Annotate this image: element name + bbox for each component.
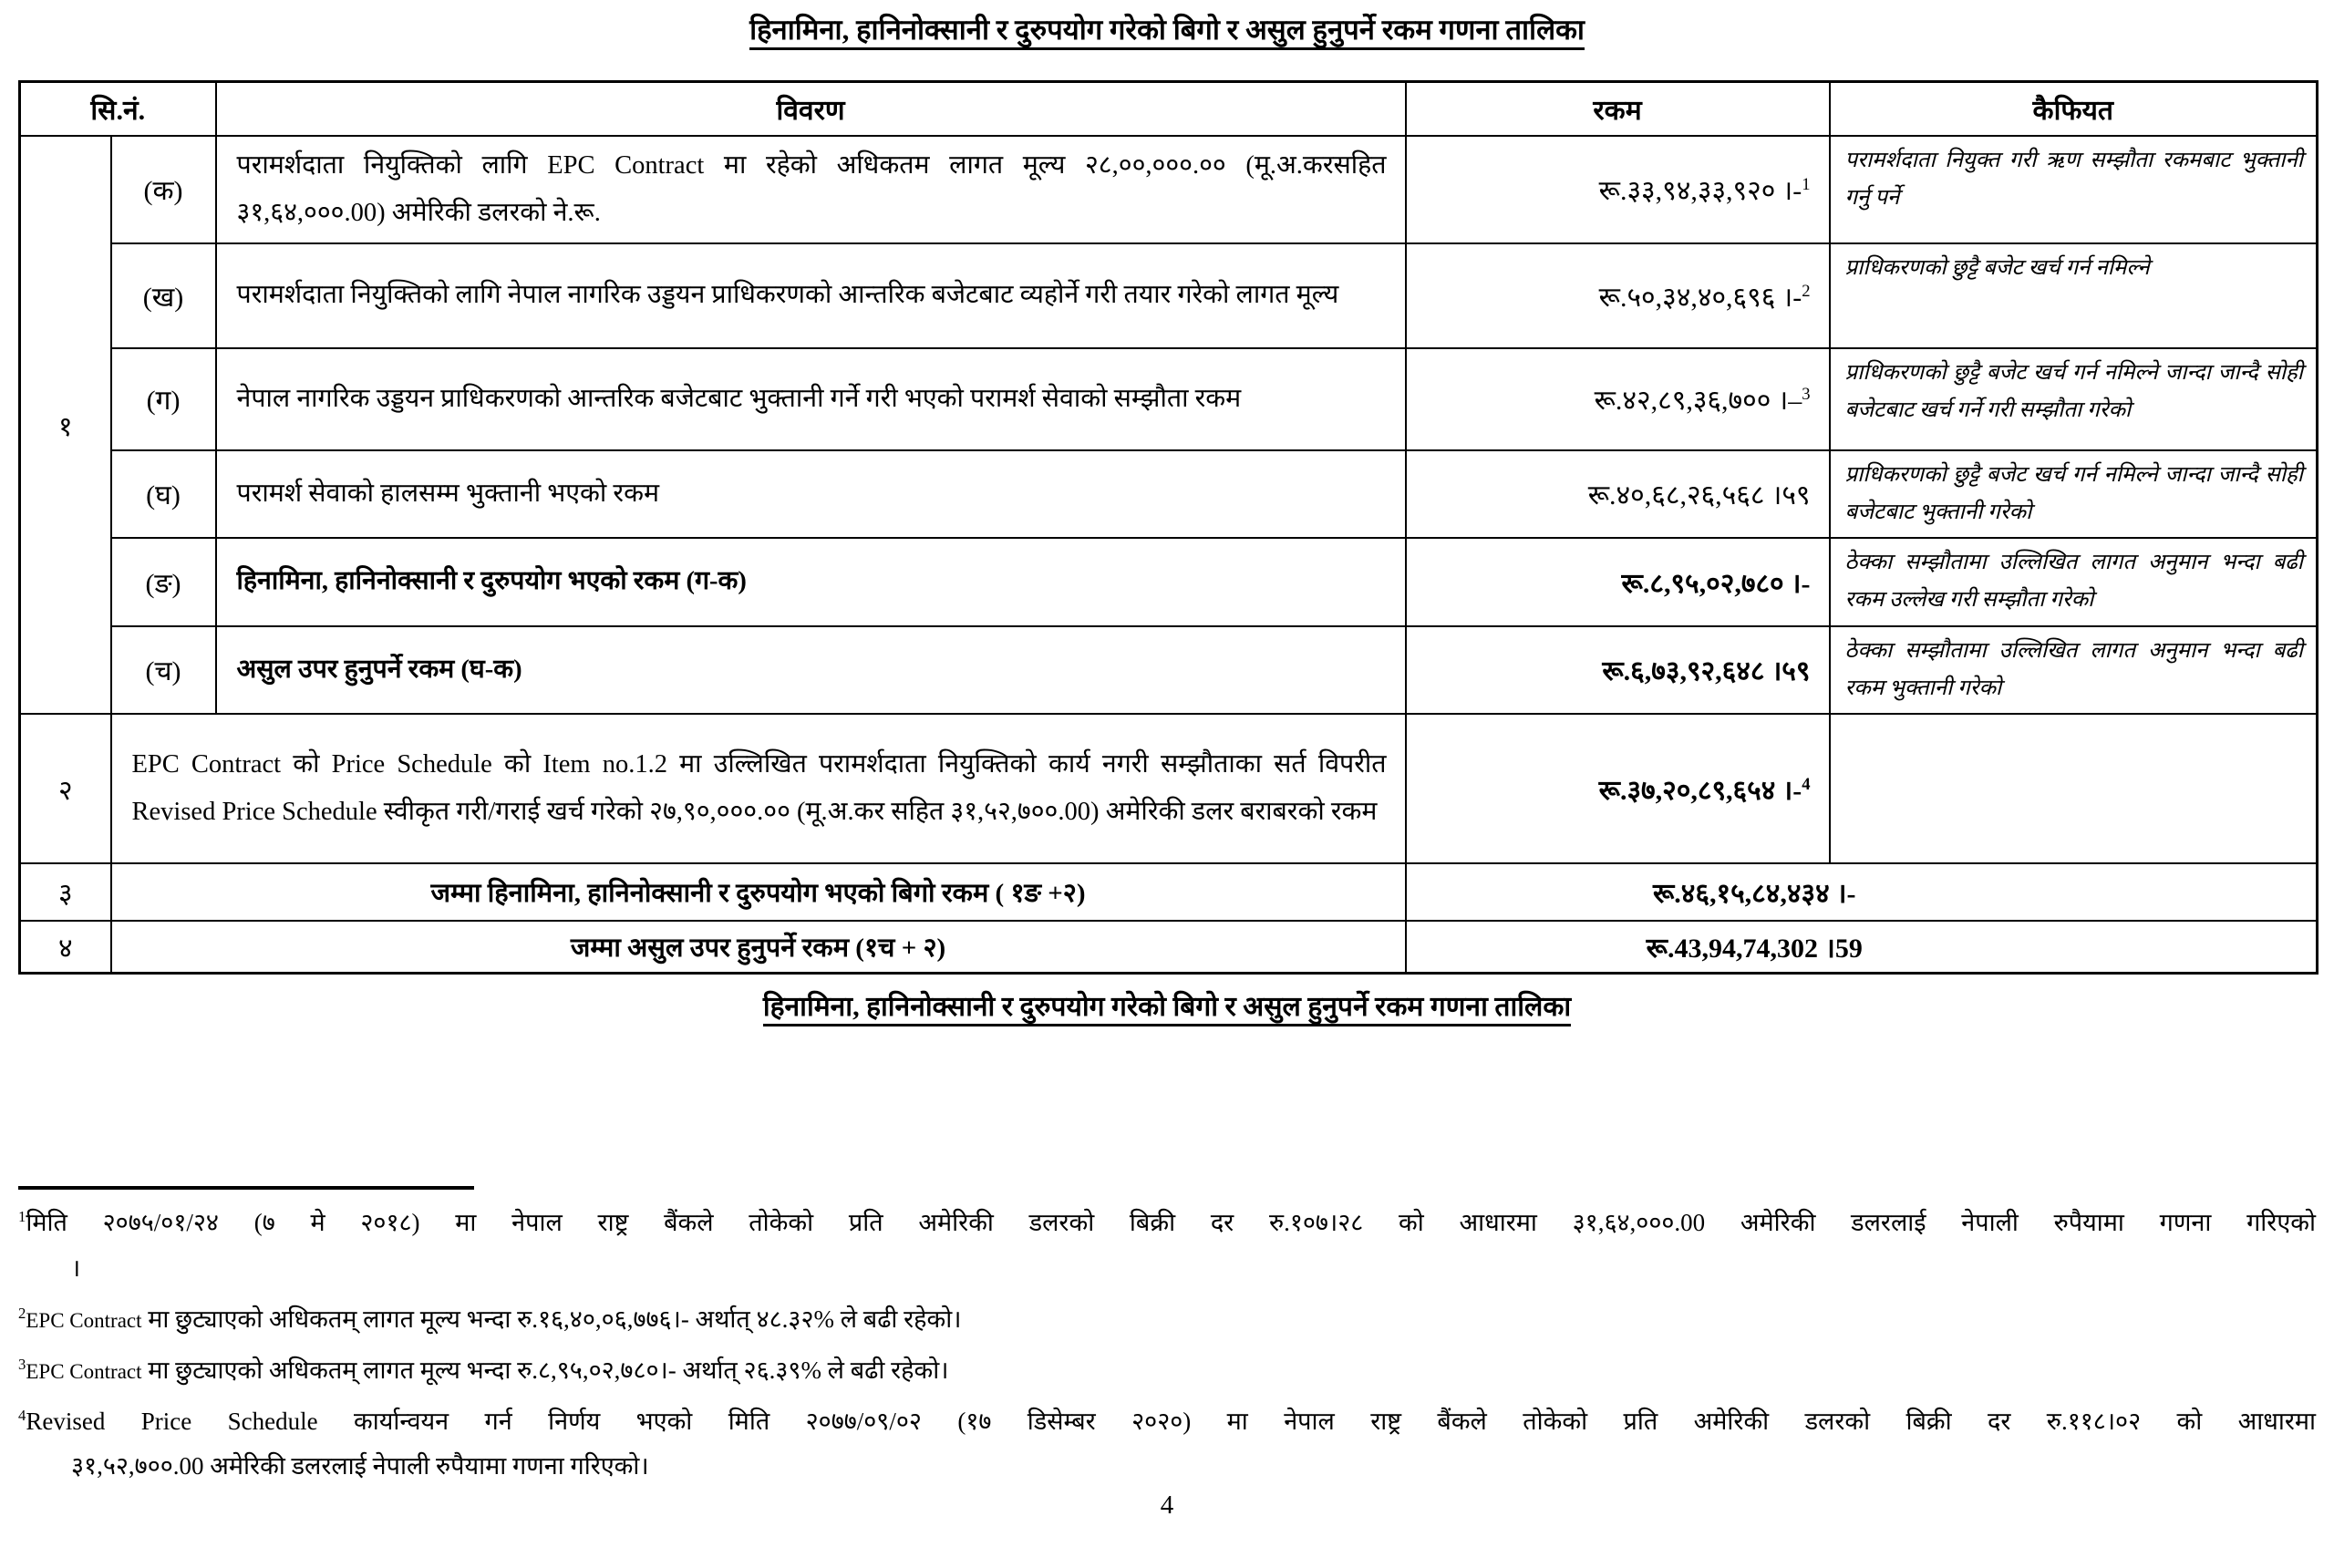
calculation-table bbox=[18, 80, 2319, 975]
header-serial-number: सि.नं. bbox=[20, 81, 216, 136]
serial-cell-1: १ bbox=[20, 136, 111, 714]
page-number: 4 bbox=[1160, 1491, 1174, 1520]
description-cell: जम्मा असुल उपर हुनुपर्ने रकम (१च + २) bbox=[111, 921, 1406, 973]
amount-cell: रू.८,९५,०२,७८० ।- bbox=[1406, 538, 1830, 626]
description-cell: नेपाल नागरिक उड्डयन प्राधिकरणको आन्तरिक बजेटबाट भुक्तानी गर्ने गरी भएको परामर्श सेवाको सम्झौता रकम bbox=[216, 348, 1406, 450]
footnote-ref: 1 bbox=[1802, 175, 1811, 195]
amount-cell: रू.३३,९४,३३,९२० ।-$^1$ bbox=[1406, 136, 1830, 243]
subkey-cell: (ङ) bbox=[111, 538, 216, 626]
page-title-bottom bbox=[0, 989, 2334, 1026]
serial-cell-2: २ bbox=[20, 714, 111, 863]
footnote-marker: 4 bbox=[18, 1406, 26, 1424]
footnote-continuation: ३१,५२,७००.00 अमेरिकी डलरलाई नेपाली रुपैयामा गणना गरिएको। bbox=[71, 1452, 649, 1480]
amount-cell: रू.३७,२०,८९,६५४ ।-$^4$ bbox=[1406, 714, 1830, 863]
footnote-marker: 1 bbox=[18, 1208, 26, 1226]
footnote-marker: 3 bbox=[18, 1355, 26, 1373]
footnote-separator bbox=[18, 1186, 474, 1190]
table-header-row bbox=[20, 81, 2318, 136]
footnote-4 bbox=[18, 1403, 2316, 1487]
table-row bbox=[20, 921, 2318, 973]
header-amount: रकम bbox=[1406, 81, 1830, 136]
subkey-cell: (क) bbox=[111, 136, 216, 243]
footnote-3 bbox=[18, 1352, 2316, 1390]
footnote-text: मा छुट्याएको अधिकतम् लागत मूल्य भन्दा रु.८,९५,०२,७८०।- अर्थात् २६.३९% ले बढी रहेको। bbox=[148, 1356, 949, 1384]
table-row bbox=[20, 714, 2318, 863]
table-row bbox=[20, 450, 2318, 539]
amount-cell: रू.४०,६८,२६,५६८ ।५९ bbox=[1406, 450, 1830, 539]
footnote-ref: 4 bbox=[1802, 774, 1811, 794]
serial-cell-4: ४ bbox=[20, 921, 111, 973]
amount-cell: रू.५०,३४,४०,६९६ ।-$^2$ bbox=[1406, 243, 1830, 348]
footnote-text: मिति २०७५/०१/२४ (७ मे २०१८) मा नेपाल राष्ट्र बैंकले तोकेको प्रति अमेरिकी डलरको बिक्री दर रु.१०७।२८ को आधारमा ३१,६४,०००.00 अमेरिकी डलरलाई नेपाली रुपैयामा गणना गरिएको bbox=[26, 1209, 2316, 1237]
description-cell: परामर्शदाता नियुक्तिको लागि नेपाल नागरिक उड्डयन प्राधिकरणको आन्तरिक बजेटबाट व्यहोर्ने गरी तयार गरेको लागत मूल्य bbox=[216, 243, 1406, 348]
amount-cell: रू.४६,१५,८४,४३४ ।- bbox=[1406, 863, 2318, 921]
remark-cell: प्राधिकरणको छुट्टै बजेट खर्च गर्न नमिल्ने जान्दा जान्दै सोही बजेटबाट खर्च गर्ने गरी सम्झौता गरेको bbox=[1830, 348, 2318, 450]
description-cell: परामर्शदाता नियुक्तिको लागि EPC Contract मा रहेको अधिकतम लागत मूल्य २८,००,०००.०० (मू.अ.करसहित ३१,६४,०००.00) अमेरिकी डलरको ने.रू. bbox=[216, 136, 1406, 243]
page-title-bottom-text: हिनामिना, हानिनोक्सानी र दुरुपयोग गरेको बिगो र असुल हुनुपर्ने रकम गणना तालिका bbox=[763, 992, 1571, 1026]
header-remark: कैफियत bbox=[1830, 81, 2318, 136]
footnote-ref: 3 bbox=[1802, 385, 1811, 405]
description-cell: जम्मा हिनामिना, हानिनोक्सानी र दुरुपयोग भएको बिगो रकम ( १ङ +२) bbox=[111, 863, 1406, 921]
footnote-text: कार्यान्वयन गर्न निर्णय भएको मिति २०७७/०९/०२ (१७ डिसेम्बर २०२०) मा नेपाल राष्ट्र बैंकले तोकेको प्रति अमेरिकी डलरको बिक्री दर रु.११८।०२ को आधारमा bbox=[354, 1407, 2317, 1435]
table-row bbox=[20, 538, 2318, 626]
remark-cell bbox=[1830, 714, 2318, 863]
description-cell: EPC Contract को Price Schedule को Item no.1.2 मा उल्लिखित परामर्शदाता नियुक्तिको कार्य नगरी सम्झौताका सर्त विपरीत Revised Price Schedule स्वीकृत गरी/गराई खर्च गरेको २७,९०,०००.०० (मू.अ.कर सहित ३१,५२,७००.00) अमेरिकी डलर बराबरको रकम bbox=[111, 714, 1406, 863]
table-row bbox=[20, 136, 2318, 243]
amount-cell: रू.43,94,74,302 ।59 bbox=[1406, 921, 2318, 973]
footnote-text: मा छुट्याएको अधिकतम् लागत मूल्य भन्दा रु.१६,४०,०६,७७६।- अर्थात् ४८.३२% ले बढी रहेको। bbox=[148, 1305, 962, 1333]
remark-cell: ठेक्का सम्झौतामा उल्लिखित लागत अनुमान भन्दा बढी रकम उल्लेख गरी सम्झौता गरेको bbox=[1830, 538, 2318, 626]
footnote-marker: 2 bbox=[18, 1304, 26, 1322]
table-row bbox=[20, 348, 2318, 450]
remark-cell: परामर्शदाता नियुक्त गरी ऋण सम्झौता रकमबाट भुक्तानी गर्नु पर्ने bbox=[1830, 136, 2318, 243]
description-cell: परामर्श सेवाको हालसम्म भुक्तानी भएको रकम bbox=[216, 450, 1406, 539]
footnote-lead: EPC Contract bbox=[26, 1359, 142, 1383]
remark-cell: ठेक्का सम्झौतामा उल्लिखित लागत अनुमान भन्दा बढी रकम भुक्तानी गरेको bbox=[1830, 626, 2318, 715]
amount-cell: रू.६,७३,९२,६४८ ।५९ bbox=[1406, 626, 1830, 715]
subkey-cell: (ख) bbox=[111, 243, 216, 348]
footnote-lead: EPC Contract bbox=[26, 1308, 142, 1332]
header-description: विवरण bbox=[216, 81, 1406, 136]
amount-cell: रू.४२,८९,३६,७०० ।–$^3$ bbox=[1406, 348, 1830, 450]
footnote-lead: Revised Price Schedule bbox=[26, 1407, 318, 1435]
footnote-1 bbox=[18, 1204, 2316, 1288]
remark-cell: प्राधिकरणको छुट्टै बजेट खर्च गर्न नमिल्ने जान्दा जान्दै सोही बजेटबाट भुक्तानी गरेको bbox=[1830, 450, 2318, 539]
footnote-ref: 2 bbox=[1802, 281, 1811, 301]
table-row bbox=[20, 243, 2318, 348]
serial-cell-3: ३ bbox=[20, 863, 111, 921]
page-title-text: हिनामिना, हानिनोक्सानी र दुरुपयोग गरेको बिगो र असुल हुनुपर्ने रकम गणना तालिका bbox=[749, 14, 1585, 50]
subkey-cell: (च) bbox=[111, 626, 216, 715]
page-title bbox=[0, 0, 2334, 49]
subkey-cell: (घ) bbox=[111, 450, 216, 539]
footnotes-section bbox=[18, 1204, 2316, 1486]
table-row bbox=[20, 626, 2318, 715]
description-cell: असुल उपर हुनुपर्ने रकम (घ-क) bbox=[216, 626, 1406, 715]
remark-cell: प्राधिकरणको छुट्टै बजेट खर्च गर्न नमिल्ने bbox=[1830, 243, 2318, 348]
subkey-cell: (ग) bbox=[111, 348, 216, 450]
footnote-2 bbox=[18, 1301, 2316, 1339]
description-cell: हिनामिना, हानिनोक्सानी र दुरुपयोग भएको रकम (ग-क) bbox=[216, 538, 1406, 626]
footnote-continuation: । bbox=[71, 1254, 81, 1282]
table-row bbox=[20, 863, 2318, 921]
